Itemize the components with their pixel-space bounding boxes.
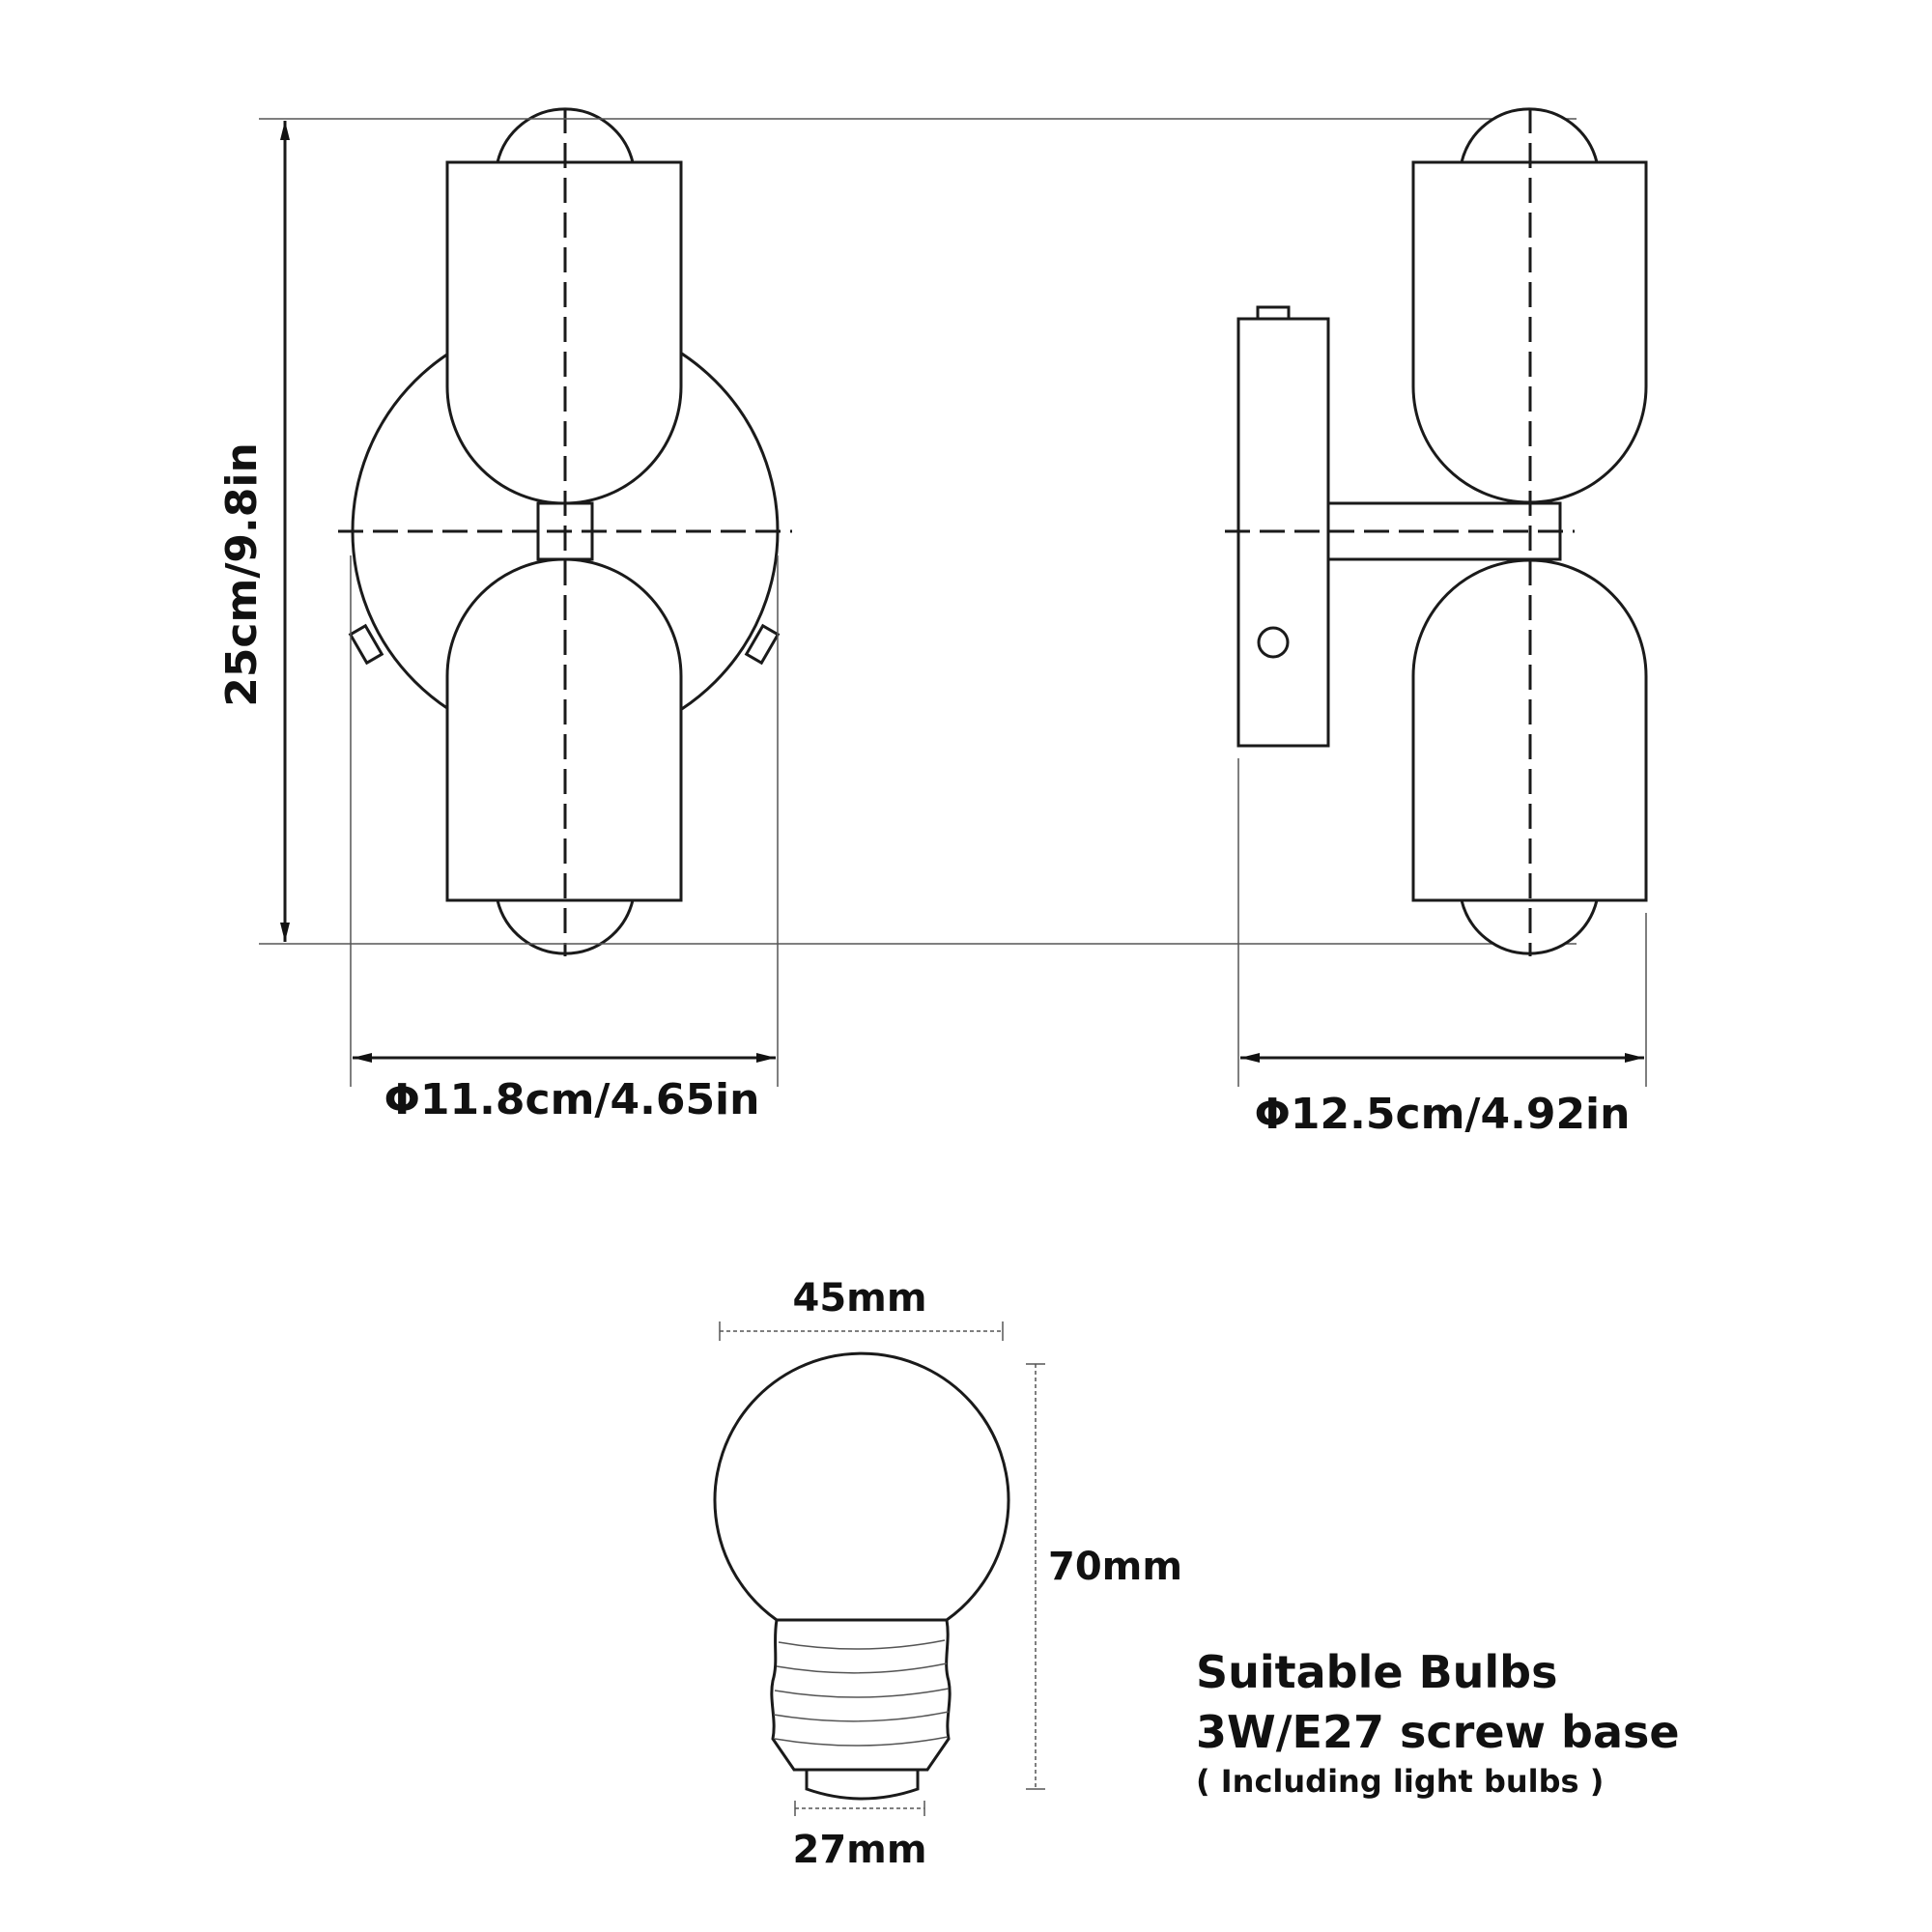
bulb-height-label: 70mm: [1048, 1545, 1183, 1589]
bulb-base-label: 27mm: [792, 1828, 927, 1872]
front-view: [217, 108, 1577, 1124]
side-view: [1225, 108, 1646, 1139]
bulb-width-label: 45mm: [792, 1276, 927, 1321]
spec-note: ( Including light bulbs ): [1196, 1763, 1605, 1800]
bulb-diagram: [715, 1276, 1182, 1872]
front-width-label: Φ11.8cm/4.65in: [384, 1075, 760, 1124]
bulb-spec-block: [1196, 1642, 1680, 1801]
spec-title: Suitable Bulbs: [1196, 1646, 1558, 1698]
switch-nub: [1258, 307, 1289, 319]
screw-base: [772, 1620, 950, 1799]
spec-bulb-type: 3W/E27 screw base: [1196, 1706, 1680, 1758]
bulb-globe: [715, 1353, 1009, 1620]
height-label: 25cm/9.8in: [217, 442, 267, 707]
side-width-label: Φ12.5cm/4.92in: [1254, 1090, 1631, 1139]
